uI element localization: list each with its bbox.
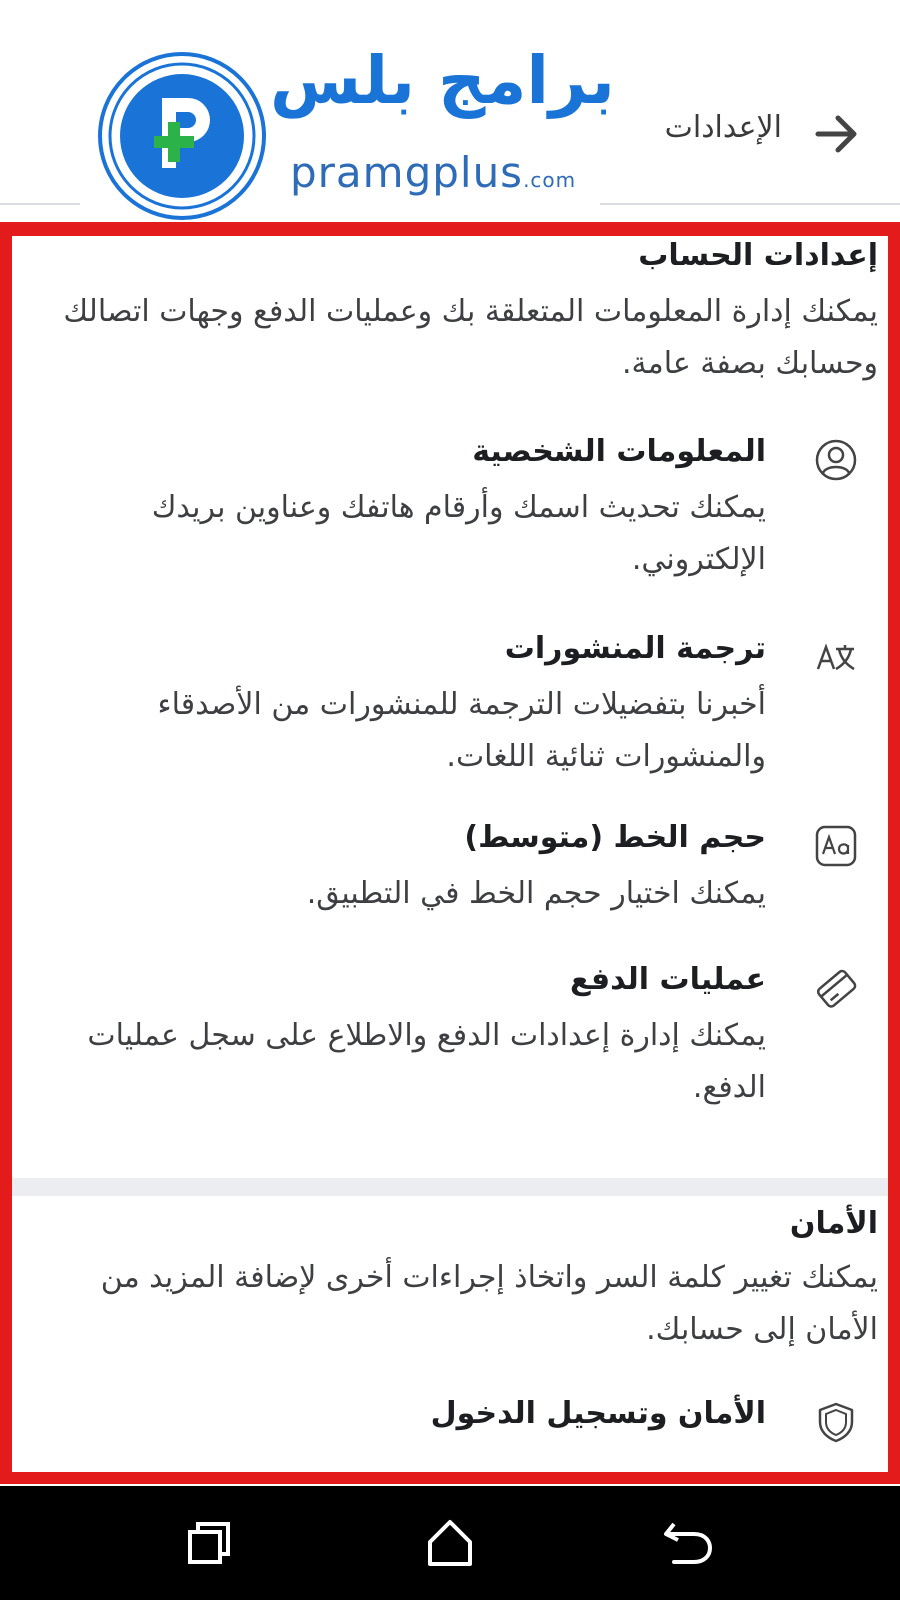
logo-latin-main: pramgplus <box>290 148 524 197</box>
settings-item-font-size[interactable] <box>20 820 858 930</box>
settings-item-security-login[interactable] <box>20 1396 858 1456</box>
logo-arabic-text: برامج بلس <box>270 42 615 119</box>
settings-item-description: يمكنك إدارة إعدادات الدفع والاطلاع على سجل عمليات الدفع. <box>87 1018 766 1105</box>
account-section-title: إعدادات الحساب <box>638 238 878 273</box>
account-section-description: يمكنك إدارة المعلومات المتعلقة بك وعمليات الدفع وجهات اتصالك وحسابك بصفة عامة. <box>63 294 878 381</box>
system-navigation-bar <box>0 1486 900 1600</box>
settings-item-title: ترجمة المنشورات <box>504 631 766 666</box>
home-icon[interactable] <box>420 1514 480 1572</box>
watermark-logo <box>80 40 615 220</box>
settings-item-post-translation[interactable] <box>20 631 858 791</box>
settings-item-description: يمكنك اختيار حجم الخط في التطبيق. <box>306 876 766 911</box>
logo-emblem-icon <box>96 50 268 222</box>
settings-panel <box>0 222 900 1484</box>
settings-item-payments[interactable] <box>20 962 858 1122</box>
shield-icon <box>814 1400 858 1444</box>
logo-latin-suffix: .com <box>523 168 577 192</box>
font-size-icon <box>814 824 858 868</box>
credit-card-icon <box>814 966 858 1010</box>
security-section-title: الأمان <box>789 1206 878 1241</box>
settings-item-description: يمكنك تحديث اسمك وأرقام هاتفك وعناوين بريدك الإلكتروني. <box>151 490 766 577</box>
section-divider <box>12 1178 888 1196</box>
settings-item-title: حجم الخط (متوسط) <box>464 820 766 855</box>
recent-apps-icon[interactable] <box>180 1514 240 1572</box>
back-icon[interactable] <box>660 1514 720 1572</box>
translate-icon <box>814 635 858 679</box>
settings-item-description: أخبرنا بتفضيلات الترجمة للمنشورات من الأصدقاء والمنشورات ثنائية اللغات. <box>157 687 766 774</box>
settings-item-title: عمليات الدفع <box>570 962 766 997</box>
security-section-description: يمكنك تغيير كلمة السر واتخاذ إجراءات أخرى لإضافة المزيد من الأمان إلى حسابك. <box>100 1260 878 1347</box>
person-circle-icon <box>814 438 858 482</box>
settings-item-personal-info[interactable] <box>20 434 858 594</box>
settings-item-title: المعلومات الشخصية <box>472 434 766 469</box>
logo-latin-text <box>290 148 576 197</box>
arrow-right-icon[interactable] <box>814 112 862 156</box>
settings-item-title: الأمان وتسجيل الدخول <box>430 1396 766 1431</box>
page-title: الإعدادات <box>664 110 782 145</box>
